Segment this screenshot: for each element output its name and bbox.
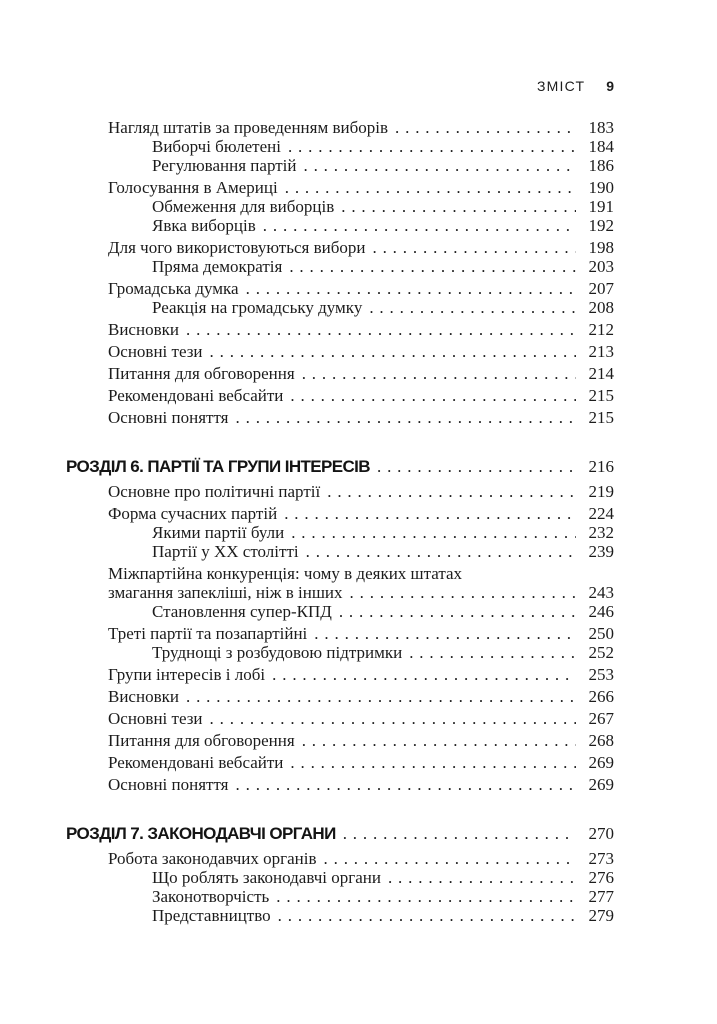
toc-chapter-entry xyxy=(66,457,614,477)
toc-entry-title: Основні поняття xyxy=(108,408,229,427)
dot-leader xyxy=(302,731,576,750)
toc-entry-page: 192 xyxy=(588,216,614,235)
toc-entry xyxy=(108,687,614,706)
dot-leader xyxy=(272,665,576,684)
dot-leader xyxy=(290,753,576,772)
toc-entry-title: Законотворчість xyxy=(152,887,270,906)
toc-entry xyxy=(152,197,614,216)
dot-leader xyxy=(210,709,576,728)
header-title: ЗМІСТ xyxy=(536,78,586,94)
toc-entry xyxy=(108,731,614,750)
toc-entry xyxy=(108,320,614,339)
toc-entry-title: Що роблять законодавчі органи xyxy=(152,868,381,887)
toc-entry-title: Групи інтересів і лобі xyxy=(108,665,266,684)
toc-entry-page: 239 xyxy=(588,542,614,561)
dot-leader xyxy=(290,386,576,405)
dot-leader xyxy=(236,775,577,794)
toc-entry xyxy=(108,408,614,427)
dot-leader xyxy=(186,687,576,706)
toc-entry-page: 214 xyxy=(588,364,614,383)
toc-entry xyxy=(108,279,614,298)
toc-entry-wrap-line xyxy=(108,564,614,583)
toc-entry-page: 279 xyxy=(588,906,614,925)
toc-entry-page: 268 xyxy=(588,731,614,750)
toc-chapter-title: РОЗДІЛ 7. ЗАКОНОДАВЧІ ОРГАНИ xyxy=(66,824,336,843)
dot-leader xyxy=(186,320,576,339)
toc-entry xyxy=(152,542,614,561)
toc-entry-page: 252 xyxy=(588,643,614,662)
toc-entry xyxy=(152,887,614,906)
header-page-number: 9 xyxy=(606,78,614,94)
dot-leader xyxy=(302,364,576,383)
toc-entry-title: Голосування в Америці xyxy=(108,178,278,197)
toc-entry-title: Треті партії та позапартійні xyxy=(108,624,308,643)
dot-leader xyxy=(372,238,576,257)
toc-entry-page: 232 xyxy=(588,523,614,542)
dot-leader xyxy=(289,257,576,276)
toc-entry-page: 250 xyxy=(588,624,614,643)
toc-entry-title: Для чого використовуються вибори xyxy=(108,238,366,257)
toc-entry-title: Становлення супер-КПД xyxy=(152,602,332,621)
toc-chapter-entry xyxy=(66,824,614,844)
dot-leader xyxy=(210,342,576,361)
toc-entry xyxy=(108,624,614,643)
toc-entry-page: 253 xyxy=(588,665,614,684)
dot-leader xyxy=(285,178,576,197)
toc-entry-title: Рекомендовані вебсайти xyxy=(108,753,284,772)
toc-entry-title: Пряма демократія xyxy=(152,257,283,276)
toc-entry xyxy=(108,482,614,501)
toc-entry xyxy=(108,504,614,523)
toc-entry-title: Громадська думка xyxy=(108,279,239,298)
dot-leader xyxy=(377,457,576,477)
toc-entry xyxy=(108,583,614,602)
dot-leader xyxy=(350,583,576,602)
toc-entry-page: 269 xyxy=(588,753,614,772)
toc-entry-title: Реакція на громадську думку xyxy=(152,298,363,317)
toc-entry xyxy=(108,753,614,772)
dot-leader xyxy=(276,887,576,906)
toc-entry xyxy=(152,257,614,276)
toc-entry xyxy=(108,238,614,257)
toc-entry-page: 215 xyxy=(588,408,614,427)
toc-entry xyxy=(108,775,614,794)
dot-leader xyxy=(388,868,576,887)
toc-entry-page: 198 xyxy=(588,238,614,257)
toc-entry-page: 266 xyxy=(588,687,614,706)
dot-leader xyxy=(327,482,576,501)
dot-leader xyxy=(246,279,576,298)
toc-entry-page: 216 xyxy=(588,457,614,476)
toc-entry xyxy=(108,118,614,137)
dot-leader xyxy=(263,216,576,235)
dot-leader xyxy=(284,504,576,523)
toc-entry-page: 208 xyxy=(588,298,614,317)
toc-entry-page: 207 xyxy=(588,279,614,298)
dot-leader xyxy=(314,624,576,643)
toc-entry-title: Явка виборців xyxy=(152,216,256,235)
toc-entry-page: 190 xyxy=(588,178,614,197)
toc-entry-page: 212 xyxy=(588,320,614,339)
toc-entry-title: Обмеження для виборців xyxy=(152,197,335,216)
toc-entry-page: 184 xyxy=(588,137,614,156)
toc-entry-title: Нагляд штатів за проведенням виборів xyxy=(108,118,388,137)
toc-entry xyxy=(152,523,614,542)
toc-entry xyxy=(108,849,614,868)
toc-entry-title: Основне про політичні партії xyxy=(108,482,321,501)
toc-entry xyxy=(152,137,614,156)
toc-entry-title: Виборчі бюлетені xyxy=(152,137,281,156)
toc-entry-title: Якими партії були xyxy=(152,523,285,542)
toc-entry-title: Міжпартійна конкуренція: чому в деяких штатах xyxy=(108,564,463,583)
toc-entry xyxy=(108,709,614,728)
toc-entry-page: 276 xyxy=(588,868,614,887)
toc-entry-page: 203 xyxy=(588,257,614,276)
toc-entry-title: Питання для обговорення xyxy=(108,364,295,383)
toc-entry xyxy=(108,342,614,361)
toc-entry xyxy=(152,298,614,317)
toc-entry-page: 183 xyxy=(588,118,614,137)
toc-entry-page: 269 xyxy=(588,775,614,794)
toc-entry xyxy=(152,906,614,925)
toc-entry-title: Основні поняття xyxy=(108,775,229,794)
dot-leader xyxy=(288,137,576,156)
toc-entry-title: Основні тези xyxy=(108,709,203,728)
toc-entry-page: 191 xyxy=(588,197,614,216)
toc-entry-page: 277 xyxy=(588,887,614,906)
toc-entry-page: 267 xyxy=(588,709,614,728)
toc-entry xyxy=(152,868,614,887)
toc-entry xyxy=(152,602,614,621)
dot-leader xyxy=(339,602,576,621)
toc-entry-title: змагання запекліші, ніж в інших xyxy=(108,583,343,602)
toc-entry xyxy=(152,643,614,662)
toc-entry-page: 243 xyxy=(588,583,614,602)
dot-leader xyxy=(303,156,576,175)
toc-entry-title: Труднощі з розбудовою підтримки xyxy=(152,643,403,662)
toc-entry-title: Регулювання партій xyxy=(152,156,297,175)
toc-entry-title: Робота законодавчих органів xyxy=(108,849,317,868)
toc-entry-page: 224 xyxy=(588,504,614,523)
toc-entry-page: 273 xyxy=(588,849,614,868)
dot-leader xyxy=(343,824,576,844)
dot-leader xyxy=(236,408,577,427)
toc-entry-page: 246 xyxy=(588,602,614,621)
dot-leader xyxy=(278,906,576,925)
toc-entry xyxy=(152,216,614,235)
toc-entry-title: Питання для обговорення xyxy=(108,731,295,750)
toc-entry xyxy=(152,156,614,175)
dot-leader xyxy=(324,849,577,868)
toc-entry xyxy=(108,665,614,684)
toc-entry xyxy=(108,386,614,405)
toc-entry-title: Представництво xyxy=(152,906,271,925)
toc-chapter-title: РОЗДІЛ 6. ПАРТІЇ ТА ГРУПИ ІНТЕРЕСІВ xyxy=(66,457,370,476)
toc-entry-title: Рекомендовані вебсайти xyxy=(108,386,284,405)
toc-entry-page: 270 xyxy=(588,824,614,843)
toc-entry-page: 213 xyxy=(588,342,614,361)
page-header xyxy=(66,78,614,97)
toc xyxy=(66,118,614,925)
toc-entry-page: 215 xyxy=(588,386,614,405)
toc-entry-title: Партії у ХХ столітті xyxy=(152,542,299,561)
dot-leader xyxy=(341,197,576,216)
toc-entry-title: Основні тези xyxy=(108,342,203,361)
toc-entry-title: Висновки xyxy=(108,320,179,339)
toc-entry xyxy=(108,178,614,197)
dot-leader xyxy=(306,542,576,561)
toc-entry xyxy=(108,364,614,383)
toc-entry-title: Висновки xyxy=(108,687,179,706)
dot-leader xyxy=(395,118,576,137)
toc-entry-page: 186 xyxy=(588,156,614,175)
toc-entry-page: 219 xyxy=(588,482,614,501)
toc-entry-title: Форма сучасних партій xyxy=(108,504,278,523)
dot-leader xyxy=(409,643,576,662)
dot-leader xyxy=(291,523,576,542)
dot-leader xyxy=(369,298,576,317)
